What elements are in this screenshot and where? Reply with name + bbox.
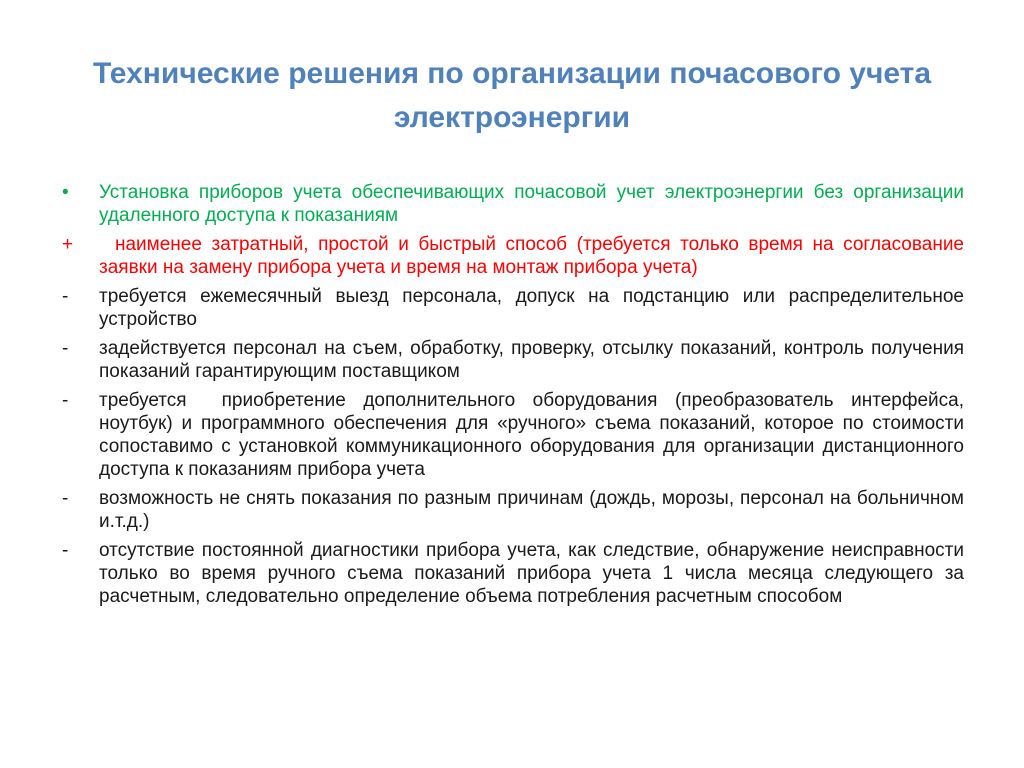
list-item-text: требуется приобретение дополнительного оборудования (преобразователь интерфейса, ноутбук) и программного обеспечения для «ручного» съема показаний, которое по стоимости сопоставимо с установкой коммуникационного оборудования для организации дистанционного доступа к показаниям прибора учета (99, 390, 970, 480)
dash-marker: - (62, 540, 69, 561)
slide-title: Технические решения по организации почасового учета электроэнергии (92, 57, 932, 134)
dash-marker: - (62, 390, 69, 411)
list-item (62, 539, 964, 608)
list-item-text: наименее затратный, простой и быстрый способ (требуется только время на согласование заявки на замену прибора учета и время на монтаж прибора учета) (99, 234, 964, 278)
list-item-text: задействуется персонал на съем, обработку, проверку, отсылку показаний, контроль получения показаний гарантирующим поставщиком (99, 338, 964, 382)
bullet-list (62, 181, 970, 614)
list-item (62, 487, 964, 533)
list-item-text: требуется ежемесячный выезд персонала, допуск на подстанцию или распределительное устройство (99, 286, 964, 330)
dash-marker: - (62, 488, 69, 509)
dash-marker: - (62, 286, 69, 307)
list-item (62, 337, 964, 383)
dash-marker: - (62, 338, 69, 359)
list-item (62, 389, 970, 481)
list-item-text: отсутствие постоянной диагностики прибора учета, как следствие, обнаружение неисправности только во время ручного съема показаний прибора учета 1 числа месяца следующего за расчетным, следовательно определение объема потребления расчетным способом (99, 540, 964, 607)
list-item (62, 285, 964, 331)
list-item (62, 233, 964, 279)
list-item-text: возможность не снять показания по разным причинам (дождь, морозы, персонал на больничном и.т.д.) (99, 488, 964, 532)
list-item (62, 181, 964, 227)
plus-marker: + (62, 234, 74, 255)
list-item-text: Установка приборов учета обеспечивающих почасовой учет электроэнергии без организации удаленного доступа к показаниям (99, 182, 964, 226)
bullet-marker: • (62, 182, 69, 203)
